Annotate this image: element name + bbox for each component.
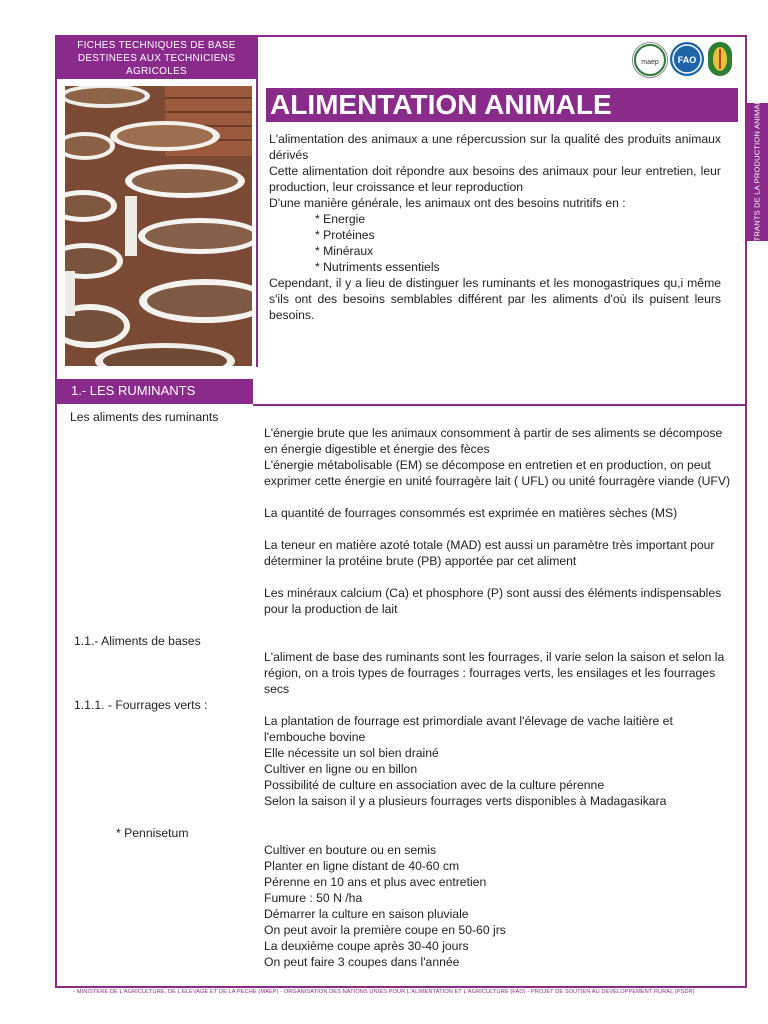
- subsection-label: 1.1.1. - Fourrages verts :: [74, 698, 208, 712]
- side-category-tab: [746, 94, 768, 250]
- body-line: Selon la saison il y a plusieurs fourrages verts disponibles à Madagasikara: [264, 794, 667, 808]
- side-tab-label: INTRANTS DE LA PRODUCTION ANIMALE: [752, 94, 762, 250]
- svg-text:FAO: FAO: [677, 55, 697, 65]
- body-line: On peut avoir la première coupe en 50-60 jrs: [264, 923, 506, 937]
- needs-list-item: * Protéines: [315, 228, 375, 242]
- needs-list-item: * Minéraux: [315, 244, 374, 258]
- section-divider: [253, 404, 745, 406]
- feed-sacks-photo: [65, 86, 252, 366]
- intro-paragraph: D'une manière générale, les animaux ont des besoins nutritifs en :: [269, 196, 626, 210]
- body-line: Elle nécessite un sol bien drainé: [264, 746, 439, 760]
- series-tag-line: AGRICOLES: [125, 66, 188, 77]
- green-forage-text: [264, 713, 734, 809]
- intro-paragraph: L'alimentation des animaux a une répercussion sur la qualité des produits animaux dérivés: [269, 132, 721, 162]
- body-line: La deuxième coupe après 30-40 jours: [264, 939, 469, 953]
- body-paragraph: L'aliment de base des ruminants sont les fourrages, il varie selon la saison et selon la région, on a trois types de fourrages : fourrages verts, les ensilages et les fourrages secs: [264, 650, 725, 696]
- series-tag-line: FICHES TECHNIQUES DE BASE: [77, 40, 236, 51]
- pennisetum-text: [264, 842, 734, 970]
- section-heading: 1.- LES RUMINANTS: [57, 379, 253, 404]
- body-paragraph: L'énergie métabolisable (EM) se décompose en entretien et en production, on peut exprimer cette énergie en unité fourragère lait ( UFL) ou unité fourragère viande (UFV): [264, 458, 731, 488]
- body-line: Démarrer la culture en saison pluviale: [264, 907, 469, 921]
- needs-list-item: * Nutriments essentiels: [315, 260, 440, 274]
- maep-logo-icon: [632, 42, 668, 78]
- body-line: On peut faire 3 coupes dans l'année: [264, 955, 460, 969]
- body-paragraph: L'énergie brute que les animaux consomment à partir de ses aliments se décompose en énergie digestible et énergie des fèces: [264, 426, 723, 456]
- fao-logo-icon: [670, 42, 704, 76]
- subsection-label: * Pennisetum: [116, 826, 189, 840]
- needs-list-item: * Energie: [315, 212, 366, 226]
- body-line: Possibilité de culture en association avec de la culture pérenne: [264, 778, 605, 792]
- intro-paragraph: Cette alimentation doit répondre aux besoins des animaux pour leur entretien, leur production, leur croissance et leur reproduction: [269, 164, 721, 194]
- body-paragraph: Les minéraux calcium (Ca) et phosphore (P) sont aussi des éléments indispensables pour la production de lait: [264, 586, 722, 616]
- body-line: Cultiver en bouture ou en semis: [264, 843, 437, 857]
- series-tag: [57, 37, 256, 79]
- svg-text:maep: maep: [641, 59, 659, 66]
- body-line: Pérenne en 10 ans et plus avec entretien: [264, 875, 487, 889]
- page-title: ALIMENTATION ANIMALE: [266, 88, 738, 122]
- subsection-label: Les aliments des ruminants: [70, 410, 219, 424]
- body-line: Fumure : 50 N /ha: [264, 891, 363, 905]
- intro-paragraph: Cependant, il y a lieu de distinguer les ruminants et les monogastriques qu,i même s'ils ont des besoins semblables différent par les aliments d'où ils puisent leurs besoins.: [269, 276, 721, 322]
- psdr-logo-icon: [708, 42, 732, 76]
- body-paragraph: La teneur en matière azoté totale (MAD) est aussi un paramètre très important pour déterminer la protéine brute (PB) apportée par cet aliment: [264, 538, 715, 568]
- header-divider: [256, 37, 258, 367]
- body-paragraph: La quantité de fourrages consommés est exprimée en matières sèches (MS): [264, 506, 678, 520]
- subsection-label: 1.1.- Aliments de bases: [74, 634, 201, 648]
- intro-text: [269, 131, 721, 323]
- page-footer: - MINISTERE DE L'AGRICULTURE, DE L'ELEVAGE ET DE LA PECHE (MAEP) - ORGANISATION DES NATIONS UNIES POUR L'ALIMENTATION ET L'AGRICULTURE (FAO) - PROJET DE SOUTIEN AU DEVELOPPEMENT RURAL (PSDR): [73, 989, 695, 995]
- series-tag-line: DESTINEES AUX TECHNICIENS: [77, 53, 236, 64]
- partner-logos: [632, 42, 732, 78]
- body-line: Cultiver en ligne ou en billon: [264, 762, 418, 776]
- body-line: Planter en ligne distant de 40-60 cm: [264, 859, 460, 873]
- body-line: La plantation de fourrage est primordiale avant l'élevage de vache laitière et l'embouche bovine: [264, 714, 673, 744]
- energy-text: [264, 425, 734, 489]
